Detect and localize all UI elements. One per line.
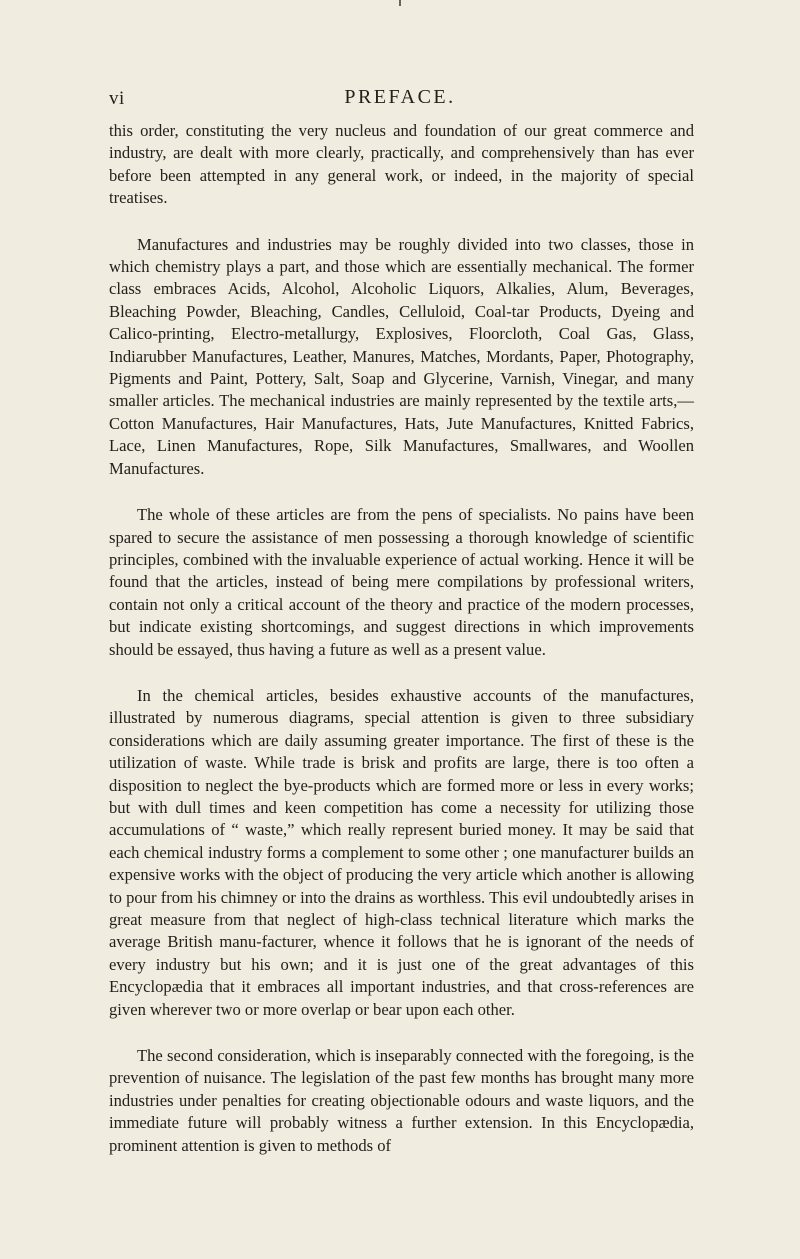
paragraph-nuisance-prevention: The second consideration, which is inseparably connected with the foregoing, is the prevention of nuisance. The legislation of the past few months has brought many more industries under penalties for creating objectionable odours and waste liquors, and the immediate future will probably witness a further extension. In this Encyclopædia, prominent attention is given to methods of [109,1046,694,1155]
top-edge-mark [399,0,401,6]
running-head-title: PREFACE. [344,86,456,108]
paragraph-manufacture-classes: Manufactures and industries may be roughly divided into two classes, those in which chemistry plays a part, and those which are essentially mechanical. The former class embraces Acids, Alcohol, Alcoholic Liquors, Alkalies, Alum, Beverages, Bleaching Powder, Bleaching, Candles, Celluloid, Coal-tar Products, Dyeing and Calico-printing, Electro-metallurgy, Explosives, Floorcloth, Coal Gas, Glass, Indiarubber Manufactures, Leather, Manures, Matches, Mordants, Paper, Photography, Pigments and Paint, Pottery, Salt, Soap and Glycerine, Varnish, Vinegar, and many smaller articles. The mechanical industries are mainly represented by the textile arts,—Cotton Manufactures, Hair Manufactures, Hats, Jute Manufactures, Knitted Fabrics, Lace, Linen Manufactures, Rope, Silk Manufactures, Smallwares, and Woollen Manufactures. [109,234,694,478]
paragraph-continuation: this order, constituting the very nucleus and foundation of our great commerce and industry, are dealt with more clearly, practically, and comprehensively than has ever before been attempted in any general work, or indeed, in the majority of special treatises. [109,121,694,208]
paragraph-chemical-articles: In the chemical articles, besides exhaustive accounts of the manufactures, illustrated by numerous diagrams, special attention is given to three subsidiary considerations which are daily assuming greater importance. The first of these is the utilization of waste. While trade is brisk and profits are large, there is too often a disposition to neglect the bye-products which are formed more or less in every works; but with dull times and keen competition has come a necessity for utilizing those accumulations of “ waste,” which really represent buried money. It may be said that each chemical industry forms a complement to some other ; one manufacturer builds an expensive works with the object of producing the very article which another is allowing to pour from his chimney or into the drains as worthless. This evil undoubtedly arises in great measure from that neglect of high-class technical literature which marks the average British manu-facturer, whence it follows that he is ignorant of the needs of every industry but his own; and it is just one of the great advantages of this Encyclopædia that it embraces all important industries, and that cross-references are given wherever two or more overlap or bear upon each other. [109,685,694,1019]
body-text [109,120,694,1181]
page-number: vi [109,88,125,109]
paragraph-specialists: The whole of these articles are from the pens of specialists. No pains have been spared to secure the assistance of men possessing a thorough knowledge of scientific principles, combined with the invaluable experience of actual working. Hence it will be found that the articles, instead of being mere compilations by professional writers, contain not only a critical account of the theory and practice of the modern processes, but indicate existing shortcomings, and suggest directions in which improvements should be essayed, thus having a future as well as a present value. [109,505,694,659]
